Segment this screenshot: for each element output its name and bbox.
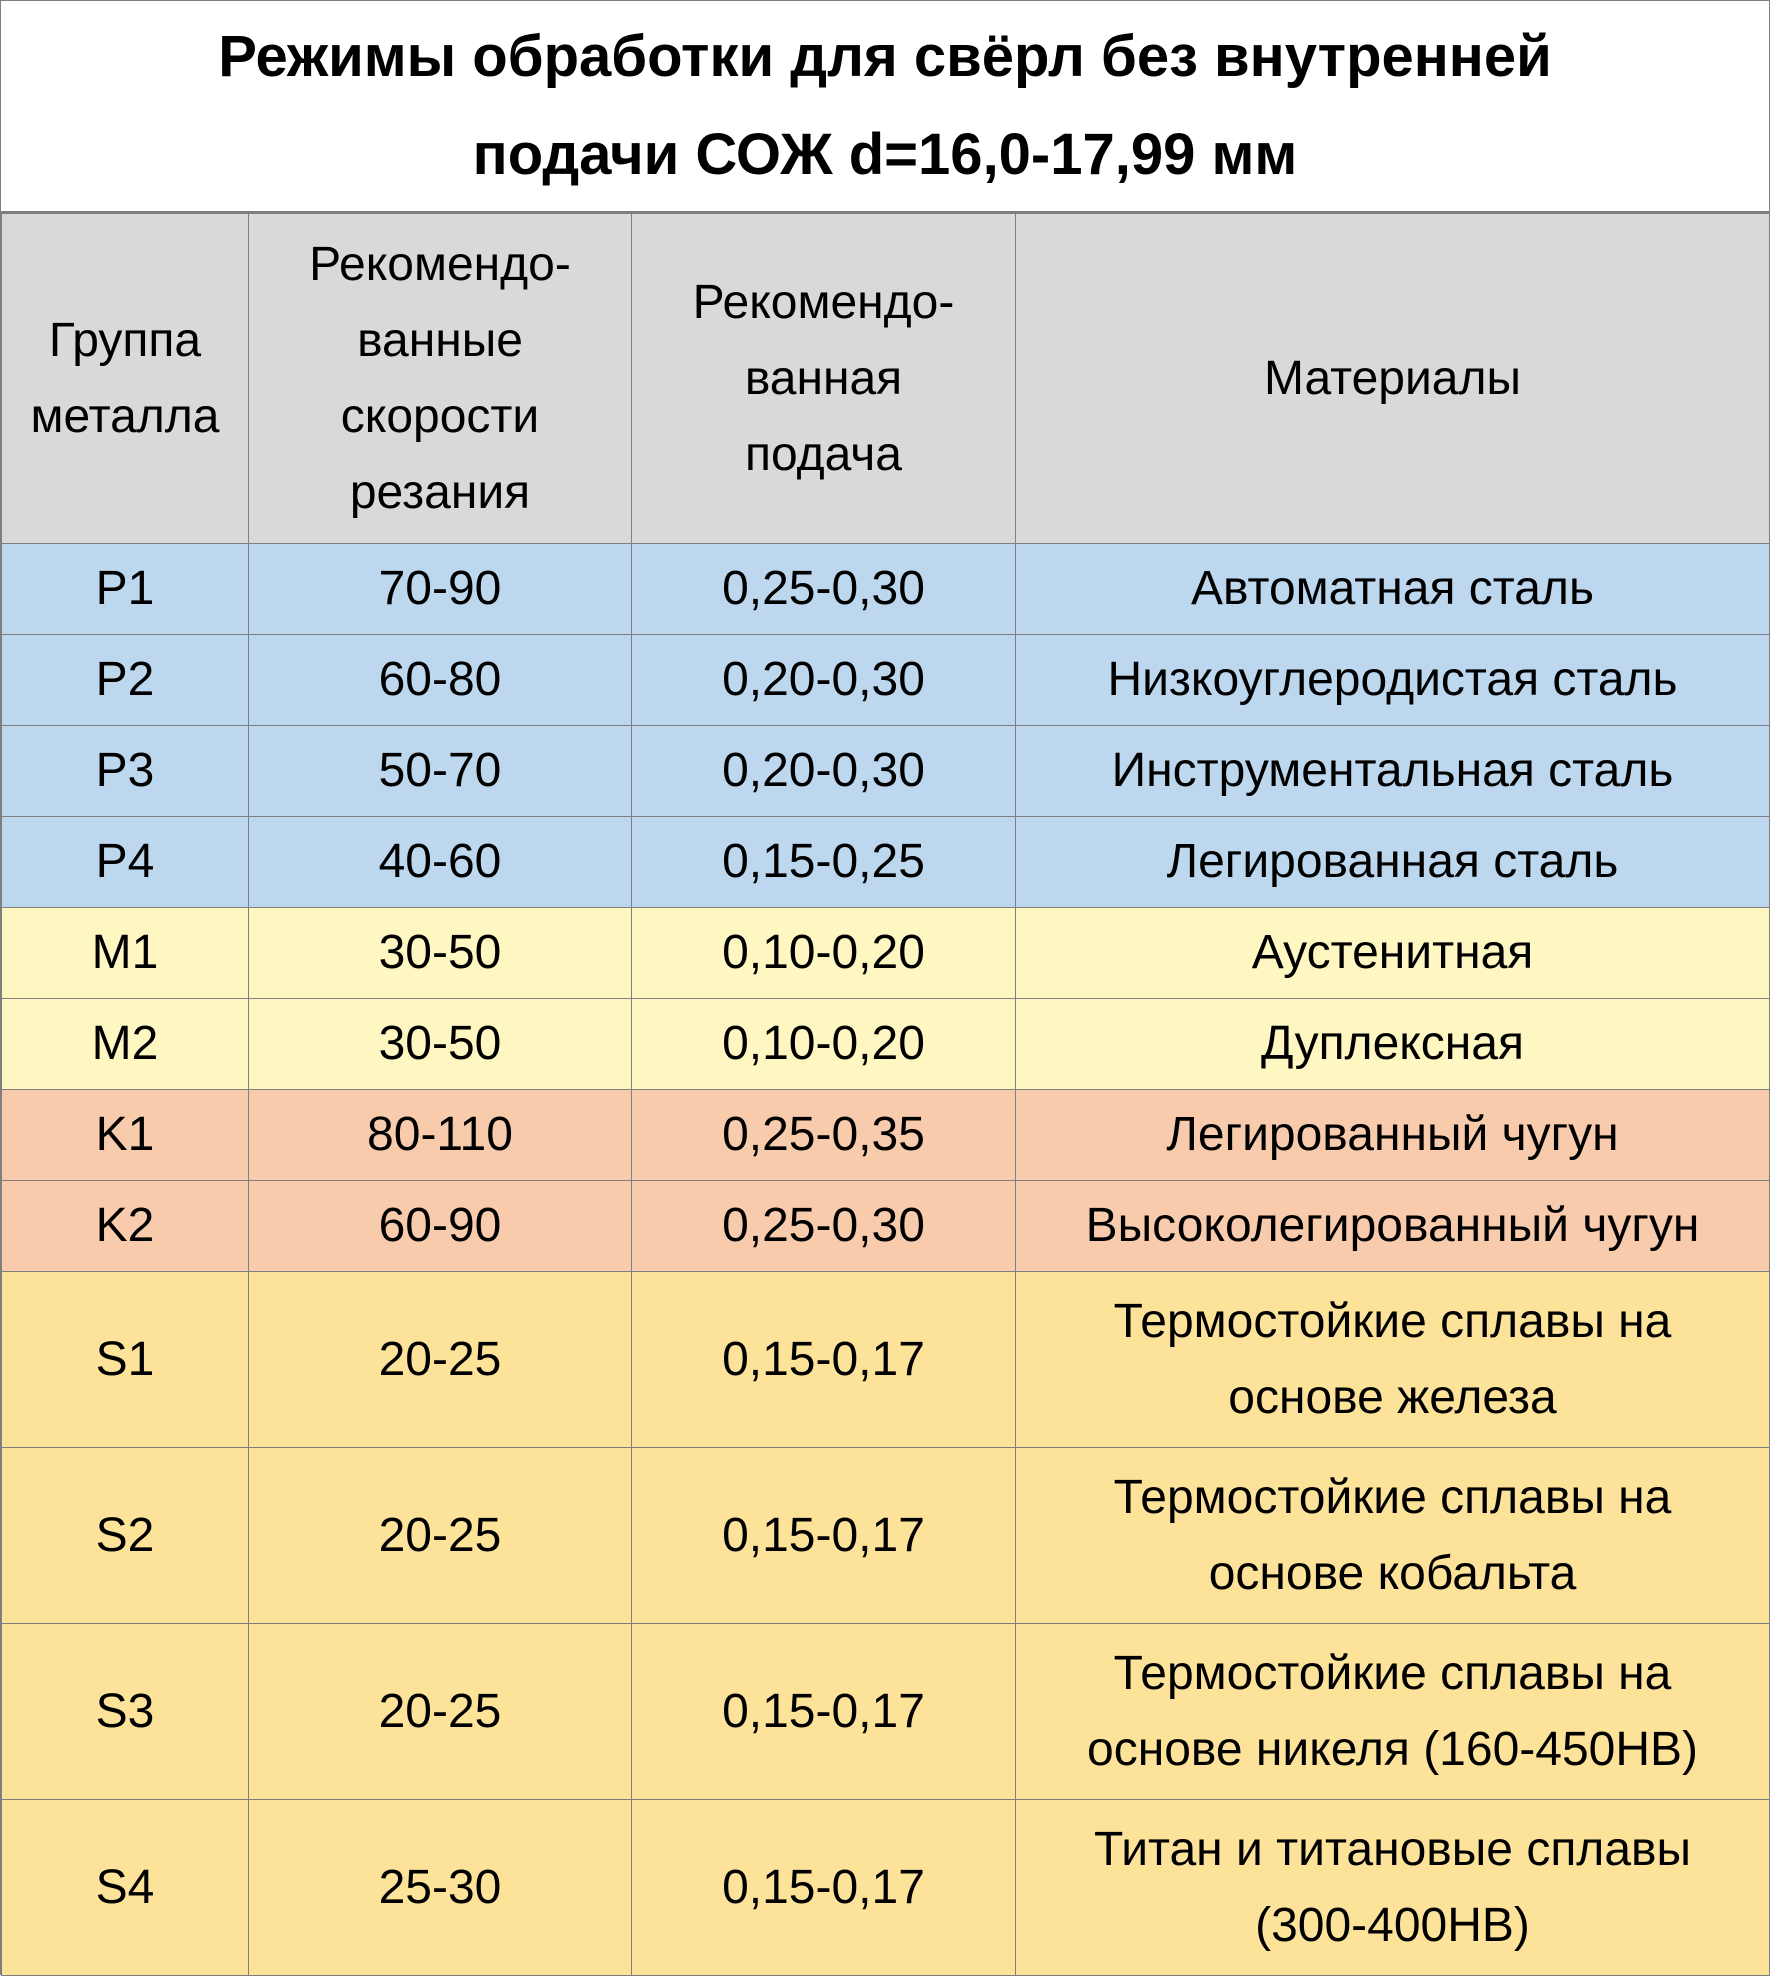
table-row [2,1800,1770,1976]
header-materials [1016,214,1770,544]
material-cell [1016,635,1770,726]
feed-cell: 0,15-0,25 [632,817,1016,908]
table-row [2,1448,1770,1624]
feed-cell: 0,10-0,20 [632,908,1016,999]
cutting-modes-table [1,213,1770,1976]
material-line: Инструментальная сталь [1111,744,1674,797]
table-row [2,1181,1770,1272]
speed-cell: 20-25 [249,1624,632,1800]
material-line: Высоколегированный чугун [1085,1199,1700,1252]
material-line: Легированная сталь [1166,835,1619,888]
material-cell [1016,1181,1770,1272]
speed-cell: 20-25 [249,1272,632,1448]
material-cell [1016,1624,1770,1800]
speed-cell: 20-25 [249,1448,632,1624]
group-cell: S4 [2,1800,249,1976]
feed-cell: 0,20-0,30 [632,726,1016,817]
header-text: подача [745,427,902,481]
title-line-2: подачи СОЖ d=16,0-17,99 мм [472,122,1298,187]
material-line: Автоматная сталь [1191,562,1594,615]
group-cell: M2 [2,999,249,1090]
material-line: Титан и титановые сплавы [1093,1822,1692,1876]
material-line: Аустенитная [1251,926,1534,979]
feed-cell: 0,15-0,17 [632,1624,1016,1800]
feed-cell: 0,15-0,17 [632,1272,1016,1448]
material-line: Термостойкие сплавы на [1113,1470,1672,1524]
group-cell: P1 [2,544,249,635]
speed-cell: 50-70 [249,726,632,817]
material-cell [1016,1800,1770,1976]
header-text: резания [349,465,531,519]
header-text: металла [30,389,220,443]
header-text: Рекомендо- [309,237,571,291]
material-cell [1016,1448,1770,1624]
material-line: Термостойкие сплавы на [1113,1646,1672,1700]
title-line-1: Режимы обработки для свёрл без внутренней [218,24,1552,89]
feed-cell: 0,20-0,30 [632,635,1016,726]
feed-cell: 0,25-0,30 [632,544,1016,635]
feed-cell: 0,25-0,35 [632,1090,1016,1181]
table-row [2,1272,1770,1448]
speed-cell: 40-60 [249,817,632,908]
material-line: основе никеля (160-450HB) [1087,1722,1698,1776]
material-cell [1016,817,1770,908]
header-text: Рекомендо- [692,275,955,329]
group-cell: P4 [2,817,249,908]
material-line: (300-400HB) [1255,1898,1530,1952]
header-cutting-speed [249,214,632,544]
group-cell: P2 [2,635,249,726]
header-row [2,214,1770,544]
group-cell: K2 [2,1181,249,1272]
feed-cell: 0,25-0,30 [632,1181,1016,1272]
table-row [2,544,1770,635]
material-cell [1016,1090,1770,1181]
speed-cell: 60-90 [249,1181,632,1272]
material-line: Дуплексная [1261,1017,1524,1070]
table-title [1,1,1769,213]
speed-cell: 70-90 [249,544,632,635]
table-row [2,635,1770,726]
header-text: Материалы [1263,351,1521,405]
speed-cell: 30-50 [249,908,632,999]
table-row [2,999,1770,1090]
material-cell [1016,544,1770,635]
table-row [2,1624,1770,1800]
table-row [2,726,1770,817]
table-row [2,1090,1770,1181]
speed-cell: 80-110 [249,1090,632,1181]
group-cell: S1 [2,1272,249,1448]
header-text: Группа [48,313,202,367]
speed-cell: 25-30 [249,1800,632,1976]
header-feed [632,214,1016,544]
group-cell: S2 [2,1448,249,1624]
speed-cell: 30-50 [249,999,632,1090]
speed-cell: 60-80 [249,635,632,726]
feed-cell: 0,10-0,20 [632,999,1016,1090]
material-line: Легированный чугун [1166,1108,1619,1161]
group-cell: M1 [2,908,249,999]
group-cell: K1 [2,1090,249,1181]
group-cell: P3 [2,726,249,817]
material-line: основе железа [1228,1370,1557,1424]
table-body [2,544,1770,1976]
header-text: ванные [357,313,523,367]
material-line: Термостойкие сплавы на [1113,1294,1672,1348]
header-metal-group [2,214,249,544]
material-cell [1016,908,1770,999]
material-cell [1016,999,1770,1090]
group-cell: S3 [2,1624,249,1800]
table-row [2,908,1770,999]
material-line: Низкоуглеродистая сталь [1107,653,1678,706]
material-cell [1016,726,1770,817]
feed-cell: 0,15-0,17 [632,1800,1016,1976]
table-row [2,817,1770,908]
header-text: скорости [340,389,540,443]
feed-cell: 0,15-0,17 [632,1448,1016,1624]
material-cell [1016,1272,1770,1448]
material-line: основе кобальта [1208,1546,1577,1600]
header-text: ванная [744,351,903,405]
